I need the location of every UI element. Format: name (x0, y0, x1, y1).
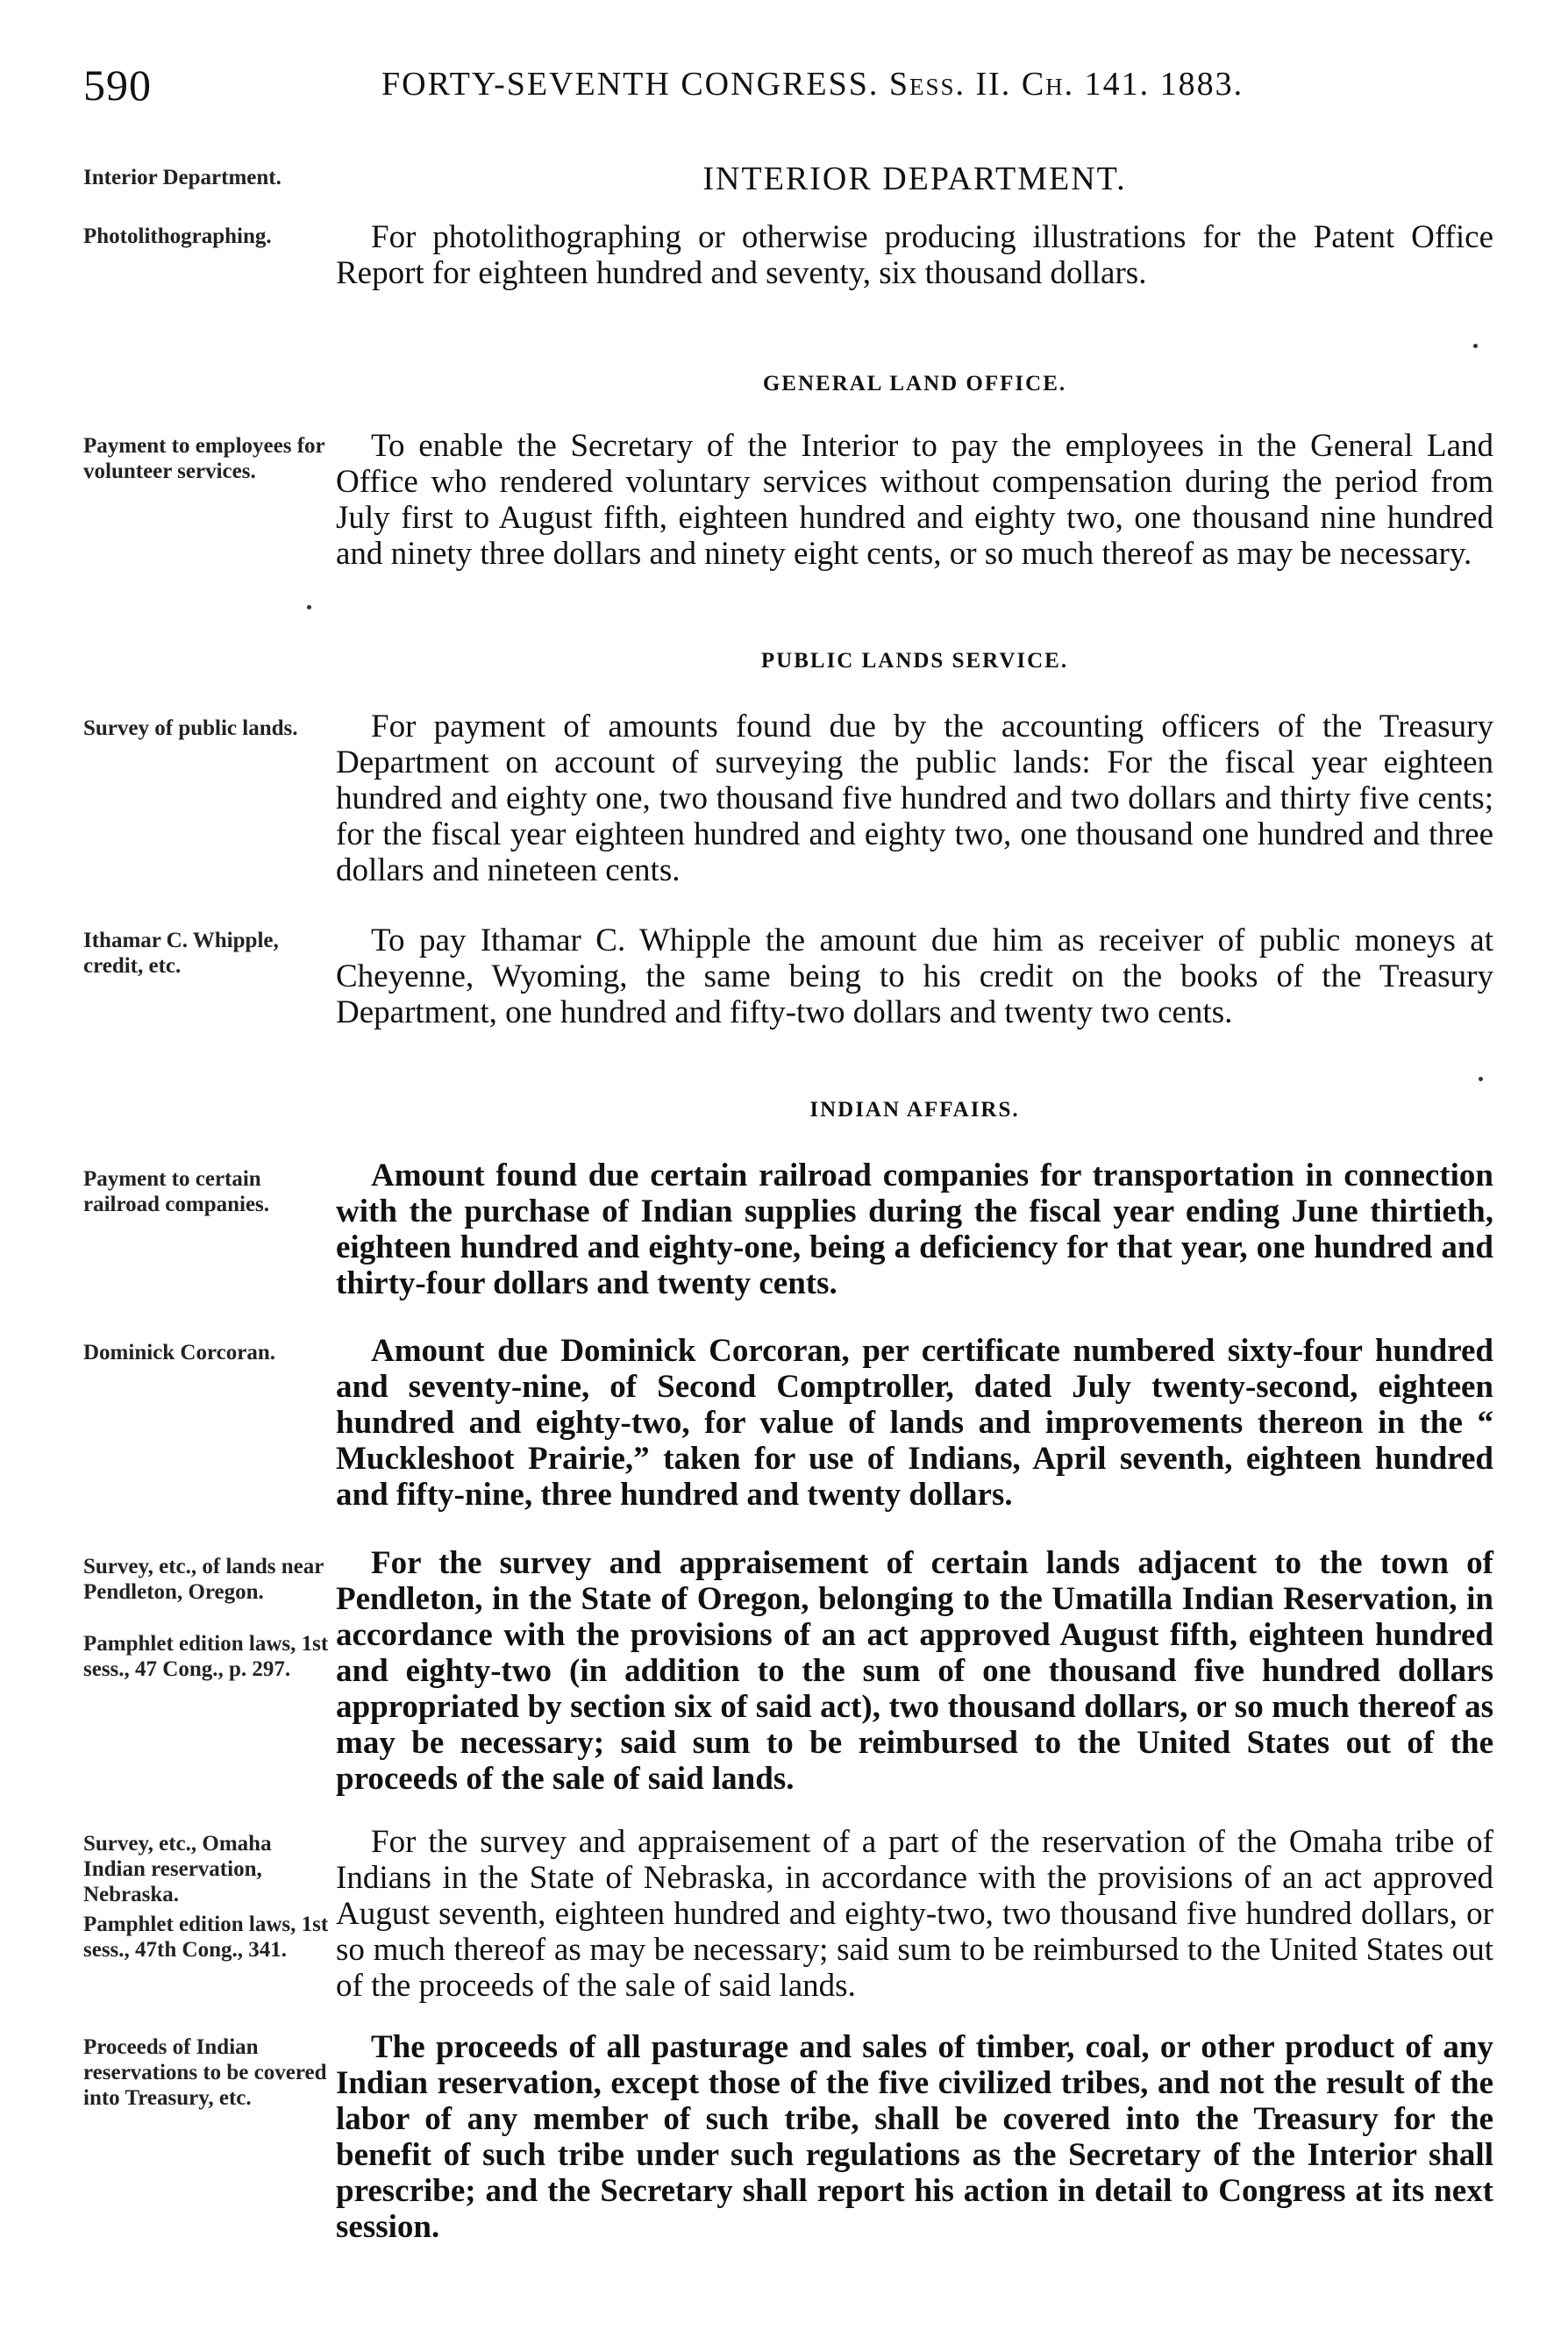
heading-indian-affairs: INDIAN AFFAIRS. (809, 1098, 1020, 1122)
ink-speck (1479, 1077, 1483, 1081)
para-volunteer-services: To enable the Secretary of the Interior to pay the employees in the General Land Office who rendered voluntary services without compensation during the period from July first to August fifth, eighteen hundred and eighty two, one thousand nine hundred and ninety three dollars and ninety eight cents, or so much thereof as may be necessary. (336, 428, 1493, 572)
side-note-omaha: Survey, etc., Omaha Indian reservation, Nebraska. (83, 1832, 272, 1906)
side-note-railroad-companies: Payment to certain railroad companies. (83, 1167, 270, 1216)
para-photolithographing: For photolithographing or otherwise producing illustrations for the Patent Office Report for eighteen hundred and seventy, six thousand dollars. (336, 219, 1493, 291)
heading-public-lands-service: PUBLIC LANDS SERVICE. (760, 649, 1069, 673)
ink-speck (307, 605, 311, 609)
side-note-pendleton-pamphlet: Pamphlet edition laws, 1st sess., 47 Cong., p. 297. (83, 1632, 329, 1681)
para-whipple: To pay Ithamar C. Whipple the amount due him as receiver of public moneys at Cheyenne, Wyoming, the same being to his credit on the books of the Treasury Department, one hundred and fifty-two dollars and twenty two cents. (336, 923, 1493, 1030)
para-proceeds: The proceeds of all pasturage and sales of timber, coal, or other product of any Indian reservation, except those of the five civilized tribes, and not the result of the labor of any member of such tribe, shall be covered into the Treasury for the benefit of such tribe under such regulations as the Secretary of the Interior shall prescribe; and the Secretary shall report his action in detail to Congress at its next session. (336, 2029, 1493, 2245)
page-header (83, 60, 1495, 112)
side-note-photolithographing: Photolithographing. (83, 224, 272, 248)
side-note-dominick-corcoran: Dominick Corcoran. (83, 1341, 275, 1364)
chapter-label: Ch. 141. (1021, 66, 1151, 103)
side-note-interior-department: Interior Department. (83, 166, 282, 189)
para-railroad-companies: Amount found due certain railroad companies for transportation in connection with the purchase of Indian supplies during the fiscal year ending June thirtieth, eighteen hundred and eighty-one, being a deficiency for that year, one hundred and thirty-four dollars and twenty cents. (336, 1158, 1493, 1301)
para-survey-public-lands: For payment of amounts found due by the accounting officers of the Treasury Department on account of surveying the public lands: For the fiscal year eighteen hundred and eighty one, two thousand five hundred and two dollars and thirty five cents; for the fiscal year eighteen hundred and eighty two, one thousand one hundred and three dollars and nineteen cents. (336, 709, 1493, 888)
year-label: 1883. (1159, 66, 1244, 103)
side-note-omaha-pamphlet: Pamphlet edition laws, 1st sess., 47th Cong., 341. (83, 1913, 329, 1962)
heading-general-land-office: GENERAL LAND OFFICE. (762, 372, 1067, 395)
ink-speck (1473, 344, 1478, 348)
side-note-proceeds: Proceeds of Indian reservations to be covered into Treasury, etc. (83, 2035, 327, 2110)
para-omaha: For the survey and appraisement of a part of the reservation of the Omaha tribe of Indians in the State of Nebraska, in accordance with the provisions of an act approved August seventh, eighteen hundred and eighty-two, two thousand five hundred dollars, or so much thereof as may be necessary; said sum to be reimbursed to the United States out of the proceeds of the sale of said lands. (336, 1824, 1493, 2004)
side-note-volunteer-services: Payment to employees for volunteer services. (83, 434, 325, 483)
side-note-whipple: Ithamar C. Whipple, credit, etc. (83, 929, 279, 978)
side-note-survey-public-lands: Survey of public lands. (83, 716, 298, 740)
running-title (381, 65, 1244, 103)
page-number: 590 (83, 61, 152, 110)
side-note-pendleton: Survey, etc., of lands near Pendleton, Oregon. (83, 1555, 324, 1604)
congress-title: FORTY-SEVENTH CONGRESS. (381, 66, 880, 103)
heading-interior-department: INTERIOR DEPARTMENT. (702, 160, 1127, 197)
session-label: Sess. II. (888, 66, 1012, 103)
para-pendleton: For the survey and appraisement of certain lands adjacent to the town of Pendleton, in the State of Oregon, belonging to the Umatilla Indian Reservation, in accordance with the provisions of an act approved August fifth, eighteen hundred and eighty-two (in addition to the sum of one thousand five hundred dollars appropriated by section six of said act), two thousand dollars, or so much thereof as may be necessary; said sum to be reimbursed to the United States out of the proceeds of the sale of said lands. (336, 1545, 1493, 1797)
para-dominick-corcoran: Amount due Dominick Corcoran, per certificate numbered sixty-four hundred and seventy-nine, of Second Comptroller, dated July twenty-second, eighteen hundred and eighty-two, for value of lands and improvements thereon in the “ Muckleshoot Prairie,” taken for use of Indians, April seventh, eighteen hundred and fifty-nine, three hundred and twenty dollars. (336, 1333, 1493, 1513)
